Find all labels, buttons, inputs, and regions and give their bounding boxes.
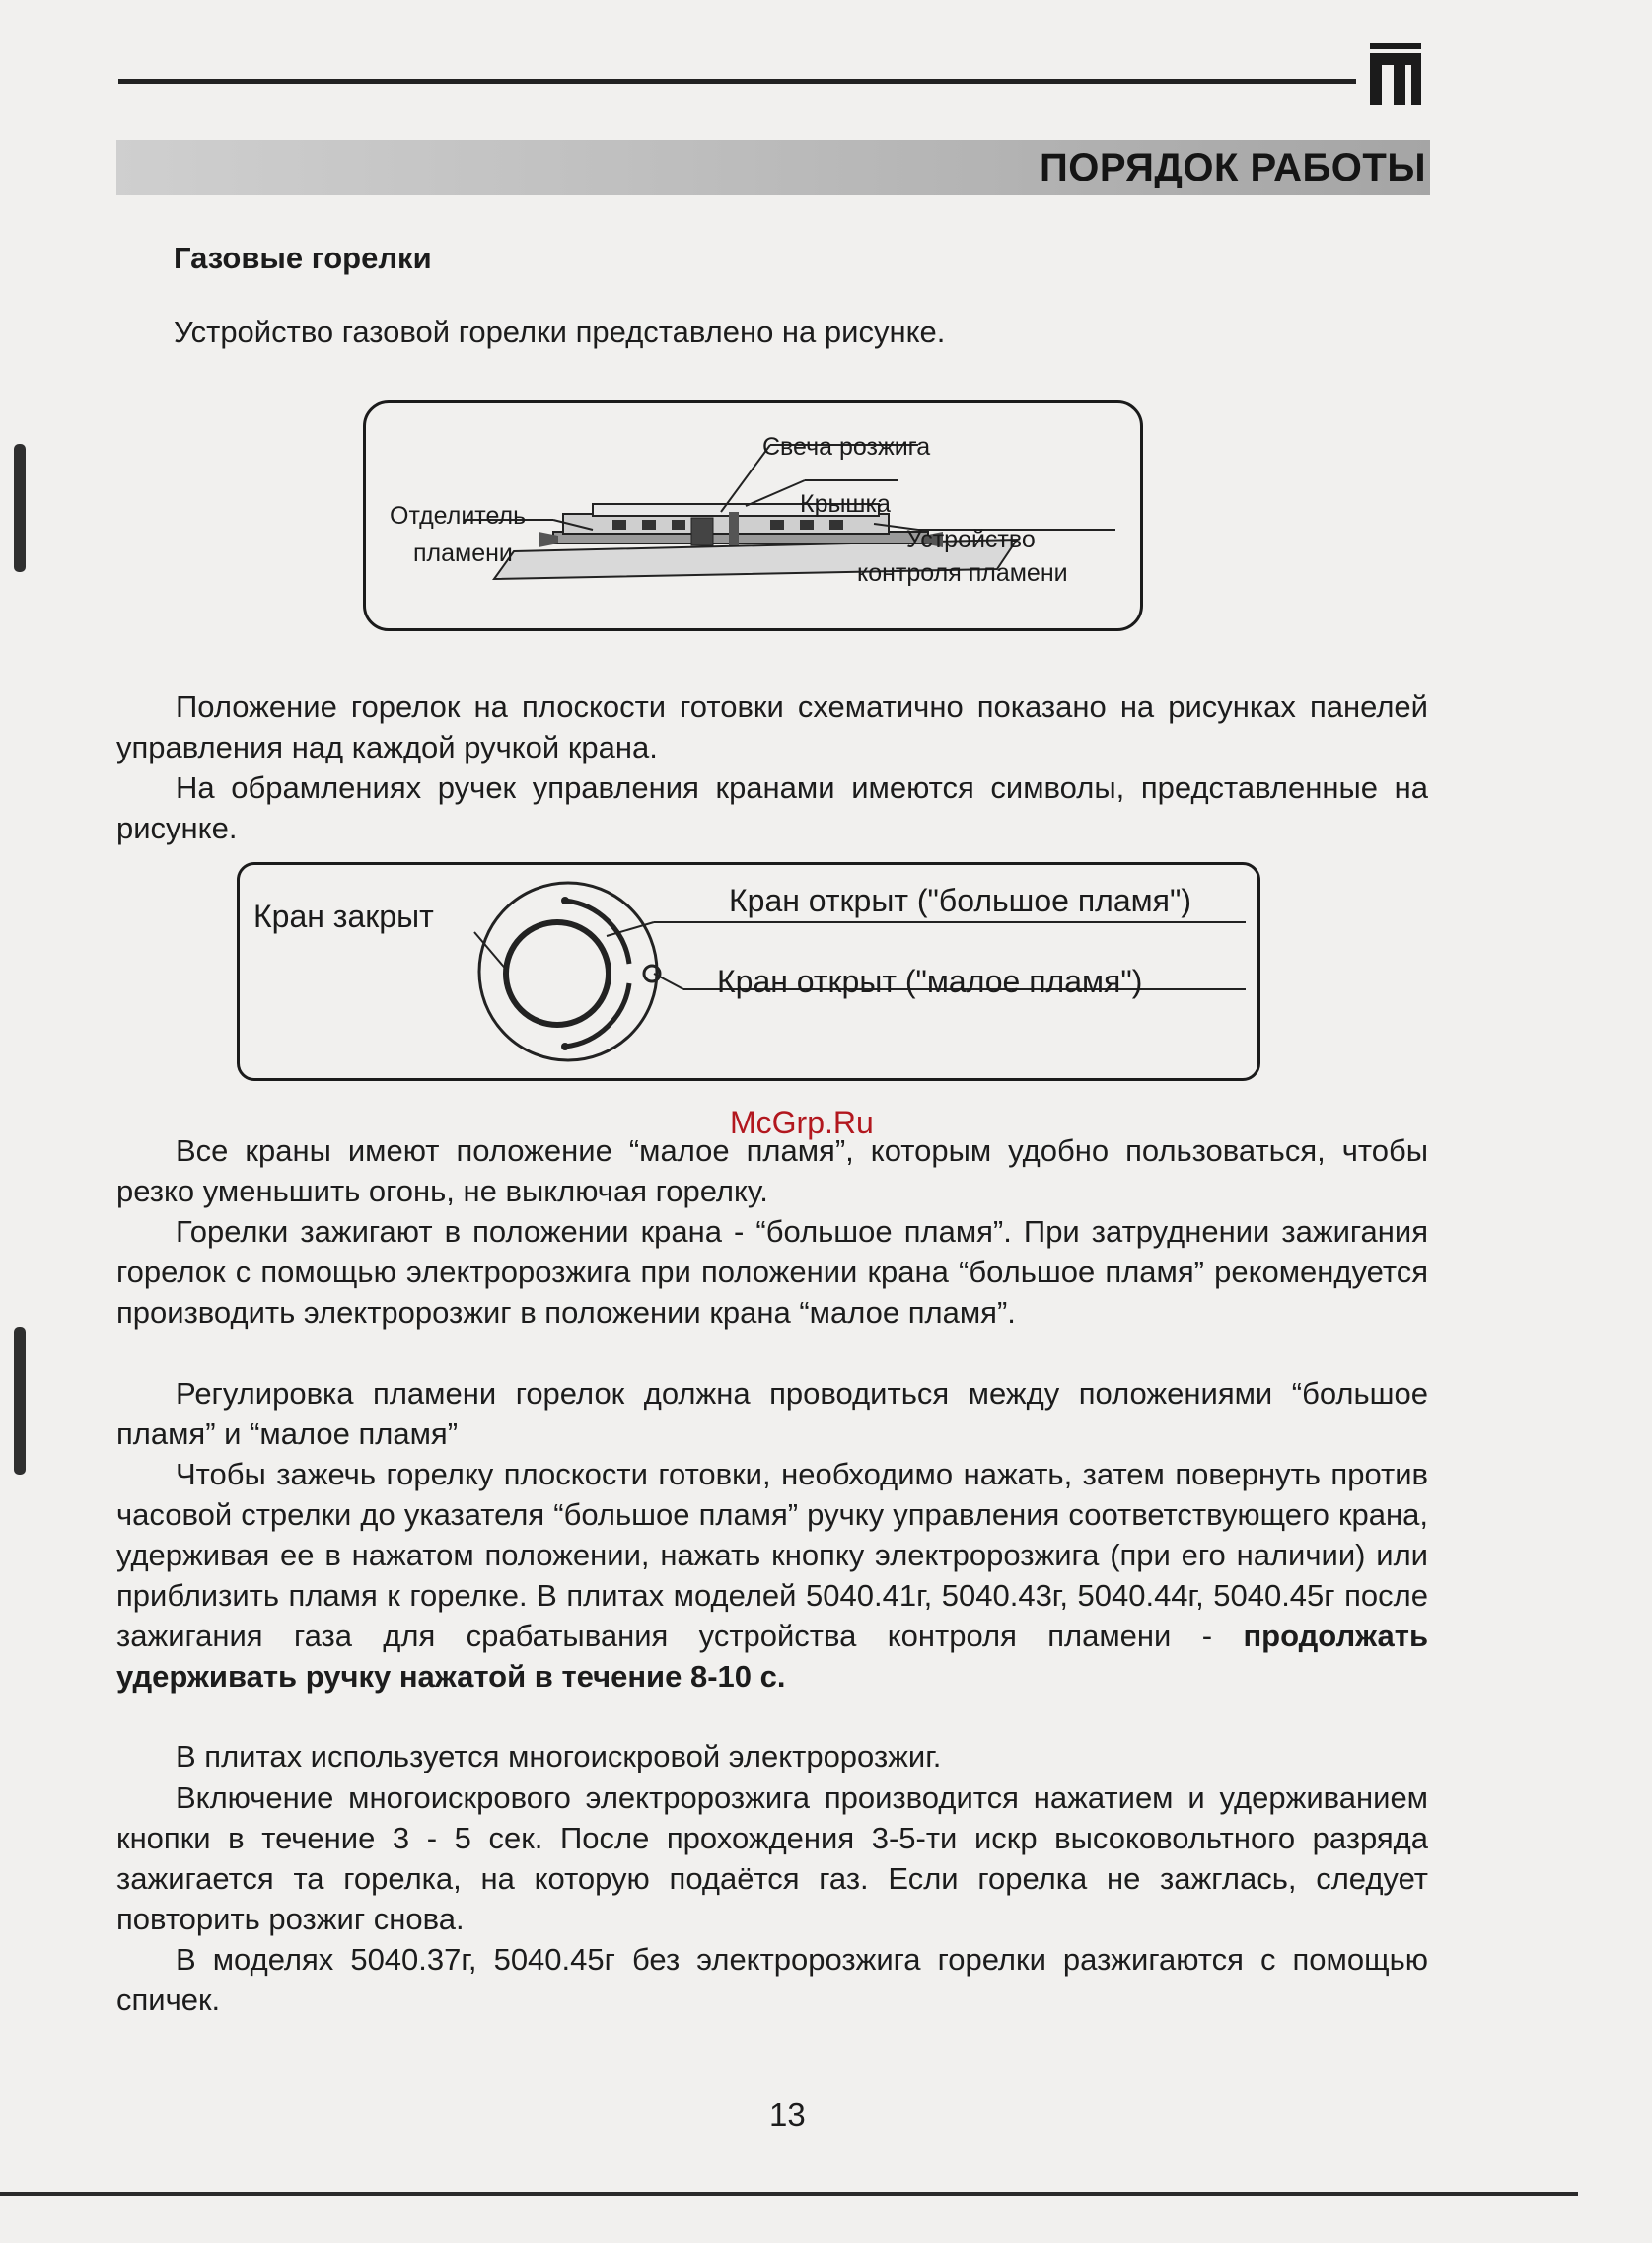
text-burner-position: Положение горелок на плоскости готовки схематично показано на рисунках панелей управления над каждой ручкой крана. <box>116 689 1428 764</box>
label-control-2: контроля пламени <box>857 559 1068 587</box>
section-title: ПОРЯДОК РАБОТЫ <box>1040 146 1426 189</box>
header-rule <box>118 79 1356 84</box>
label-separator-1: Отделитель <box>390 502 527 530</box>
binding-ring <box>14 444 26 572</box>
binding-ring <box>14 1327 26 1475</box>
page-number: 13 <box>769 2096 806 2133</box>
text-matches: В моделях 5040.37г, 5040.45г без электророзжига горелки разжигаются с помощью спичек. <box>116 1942 1428 2017</box>
label-separator-2: пламени <box>413 540 513 567</box>
label-valve-open-small: Кран открыт ("малое пламя") <box>717 964 1143 999</box>
label-control-1: Устройство <box>906 526 1036 553</box>
text-flame-regulation: Регулировка пламени горелок должна проводиться между положениями “большое пламя” и “малое пламя” <box>116 1376 1428 1451</box>
text-small-flame: Все краны имеют положение “малое пламя”, которым удобно пользоваться, чтобы резко уменьшить огонь, не выключая горелку. <box>116 1133 1428 1208</box>
label-valve-closed: Кран закрыт <box>253 899 434 934</box>
text-symbols: На обрамлениях ручек управления кранами имеются символы, представленные на рисунке. <box>116 770 1428 845</box>
footer-rule <box>0 2192 1578 2196</box>
text-multispark: В плитах используется многоискровой электророзжиг. <box>176 1739 942 1773</box>
section-banner <box>116 140 1430 195</box>
text-multispark-usage: Включение многоискрового электророзжига производится нажатием и удерживанием кнопки в течение 3 - 5 сек. После прохождения 3-5-ти искр высоковольтного разряда зажигается та горелка, на которую подаётся газ. Если горелка не зажглась, следует повторить розжиг снова. <box>116 1780 1428 1936</box>
label-valve-open-big: Кран открыт ("большое пламя") <box>729 883 1191 918</box>
text-hold-instruction: продолжать удерживать ручку нажатой в течение 8-10 с <box>116 1619 1428 1694</box>
knob-symbols-diagram <box>237 862 1260 1081</box>
watermark: McGrp.Ru <box>730 1105 874 1140</box>
label-cover: Крышка <box>800 490 891 518</box>
section-heading: Газовые горелки <box>174 241 432 275</box>
text-ignition-procedure: Чтобы зажечь горелку плоскости готовки, необходимо нажать, затем повернуть против часовой стрелки до указателя “большое пламя” ручку управления соответствующего крана, удерживая ее в нажатом положении, нажать кнопку электророзжига (при его наличии) или приблизить пламя к горелке. В плитах моделей 5040.41г, 5040.43г, 5040.44г, 5040.45г после зажигания газа для срабатывания устройства контроля пламени - продолжать удерживать ручку нажатой в течение 8-10 с. <box>116 1457 1428 1694</box>
intro-text: Устройство газовой горелки представлено на рисунке. <box>174 315 946 349</box>
burner-diagram <box>363 400 1143 631</box>
brand-logo-icon <box>1366 41 1423 110</box>
label-igniter: Свеча розжига <box>762 433 931 461</box>
text-ignition-position: Горелки зажигают в положении крана - “большое пламя”. При затруднении зажигания горелок с помощью электророзжига при положении крана “большое пламя” рекомендуется производить электророзжиг в положении крана “малое пламя”. <box>116 1214 1428 1330</box>
